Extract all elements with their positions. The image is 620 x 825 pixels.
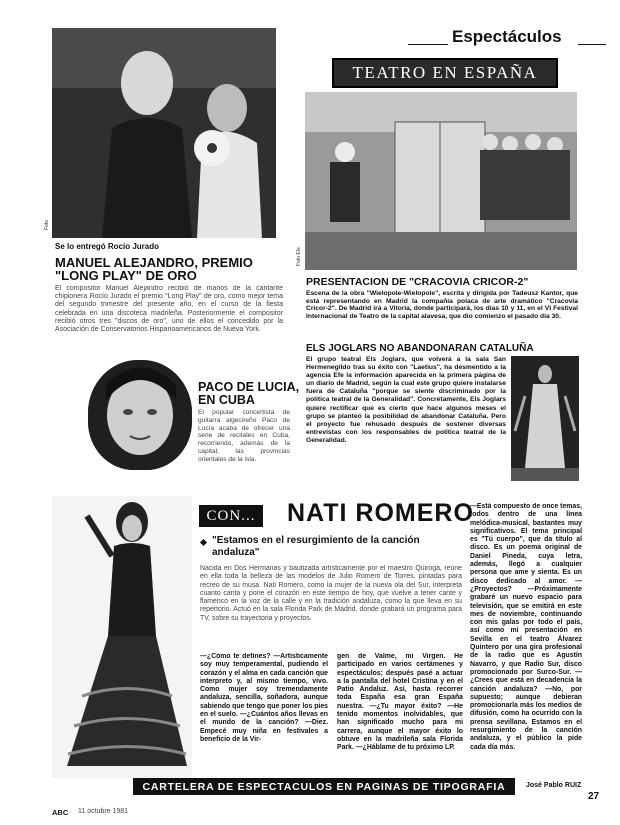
nati-name-title: NATI ROMERO bbox=[287, 499, 474, 527]
nati-column-2: gen de Valme, mi Virgen. He participado en varios certámenes y espectáculos; después pasé a actuar a la pantalla del hotel Cristina y en el Patio Andaluz. Así, hasta recorrer toda España esa gran España nuestra. —¿Tu mayor éxito? —He tenido momentos inolvidables, que han significado mucho para mi carrera, aunque el mayor éxito lo obtuve en la madrileña sala Florida Park. —¿Háblame de tu próximo LP. bbox=[337, 653, 463, 752]
cartelera-text: CARTELERA DE ESPECTACULOS EN PAGINAS DE TIPOGRAFIA bbox=[142, 780, 506, 793]
paco-body: El popular concertista de guitarra algecireño Paco de Lucía acaba de ofrecer una serie de recitales en Cuba, recorriendo, además de la capital, las provincias orientales de la isla. bbox=[198, 409, 290, 463]
paco-headline: PACO DE LUCIA, EN CUBA bbox=[198, 380, 300, 407]
joglars-headline: ELS JOGLARS NO ABANDONARAN CATALUÑA bbox=[306, 343, 534, 354]
nati-subtitle: "Estamos en el resurgimiento de la canción andaluza" bbox=[212, 535, 420, 558]
photo-credit-mark: Foto Efe bbox=[296, 247, 302, 266]
manuel-alejandro-photo bbox=[52, 28, 276, 238]
con-label-box bbox=[199, 505, 263, 527]
paco-de-lucia-photo bbox=[88, 360, 192, 470]
nati-column-1: —¿Cómo te defines? —Artísticamente soy muy temperamental, pudiendo el corazón y el alma en cada canción que interpreto y, al mismo tiempo, vivo. Como mujer soy tremendamente andaluza, sencilla, soñadora, aunque sabiendo que tengo que poner los pies en el suelo. —¿Cuántos años llevas en el mundo de la canción? —Diez. Empecé muy niña en festivales a beneficio de la Vir- bbox=[200, 653, 328, 743]
photo-credit-mark: Foto bbox=[44, 219, 50, 230]
joglars-photo bbox=[511, 356, 579, 481]
cracovia-body: Escena de la obra "Wielopole-Wielopole", escrita y dirigida por Tadeusz Kantor, que está representando en Madrid la compañía polaca de arte dramático "Cracovia Cricor-2". De Madrid irá a Vitoria, donde participará, los días 10 y 11, en el VI Festival Internacional de Teatro de la capital alavesa, que dio comienzo el pasado día 30. bbox=[306, 290, 578, 320]
joglars-body: El grupo teatral Els Joglars, que volverá a la sala San Hermenegildo tras su éxito con "Laetius", ha desmentido a la agencia Efe la información aparecida en la primera página de un diario de Madrid, según la cual este grupo quiere instalarse fuera de Cataluña "porque se siente discriminado por la política teatral de la Generalidad". Concretamente, Els Joglars quiere rectificar que es cierto que hace algunos meses el grupo se planteó la posibilidad de abandonar Cataluña. Pero el proyecto fue rehusado después de sostener diversas entrevistas con los responsables de política teatral de la Generalidad. bbox=[306, 356, 506, 444]
byline: José Pablo RUIZ bbox=[526, 782, 582, 789]
manuel-body: El compositor Manuel Alejandro recibió de manos de la cantante chipionera Rocío Jurado el premio "Long Play" de oro, como mejor tema del segundo trimestre del presente año, en el curso de la fiesta celebrada en una discoteca madrileña. Posteriormente el compositor recibió otros tres "discos de oro", uno de ellos el concedido por la Asociación de Conservatorios Hispanoamericanos de Nueva York. bbox=[55, 285, 283, 333]
manuel-headline: MANUEL ALEJANDRO, PREMIO "LONG PLAY" DE ORO bbox=[55, 255, 253, 283]
con-label: CON... bbox=[206, 507, 256, 524]
bullet-icon bbox=[200, 539, 207, 546]
section-header-line bbox=[578, 44, 606, 45]
cracovia-headline: PRESENTACION DE "CRACOVIA CRICOR-2" bbox=[306, 276, 529, 288]
nati-column-3: —Está compuesto de once temas, todos dentro de una línea melódica-musical, bastantes muy significativos. El tema principal es "Tú cuerpo", que da título al disco. Es un poema original de Daniel Pineda, cuya letra, además, llegó a cualquier persona que ame y sienta. Es un disco dedicado al amor. —¿Proyectos? —Próximamente grabaré un nuevo espacio para televisión, que se emitirá en este mes de noviembre, continuando con mis galas por todo el país, así como mi presentación en Sevilla en el teatro Álvarez Quintero por una gira profesional de la radio que es Agustín Navarro, y que Radio Sur, disco promocionado por Surco-Sur. —¿Crees que está en decadencia la canción andaluza? —No, por supuesto; aunque debieran promocionarla más los medios de difusión, como ha ocurrido con la prensa sevillana. Estamos en el resurgimiento de la canción andaluza, y el público la pide cada día más. bbox=[470, 503, 582, 751]
section-title: Espectáculos bbox=[452, 27, 562, 46]
page-number: 27 bbox=[588, 791, 600, 802]
footer-date: 11 octubre 1981 bbox=[78, 808, 129, 815]
manuel-caption: Se lo entregó Rocío Jurado bbox=[55, 242, 160, 251]
cartelera-strip bbox=[133, 778, 515, 795]
section-header-line bbox=[408, 44, 448, 45]
teatro-banner bbox=[332, 58, 558, 88]
teatro-banner-title: TEATRO EN ESPAÑA bbox=[352, 63, 538, 82]
cracovia-photo bbox=[305, 92, 577, 270]
nati-romero-photo bbox=[52, 496, 192, 778]
nati-intro: Nacida en Dos Hermanas y bautizada artísticamente por el maestro Quiroga, reúne en ella toda la belleza de las modelos de Julio Romero de Torres, pintadas para recreo de su musa. Nati Romero, como la mujer de la nueva ola del Sur, interpreta cuanto canta y pone el corazón en este tiempo de hoy, que vuelve a tener cante y flamenco en la voz de la calle y en la tradición andaluza, como la que lleva en su repertorio. Actuó en la sala Florida Park de Madrid, donde grabará un programa para TV, sobre su trayectoria y proyectos. bbox=[200, 565, 462, 622]
footer-source: ABC bbox=[52, 808, 69, 817]
